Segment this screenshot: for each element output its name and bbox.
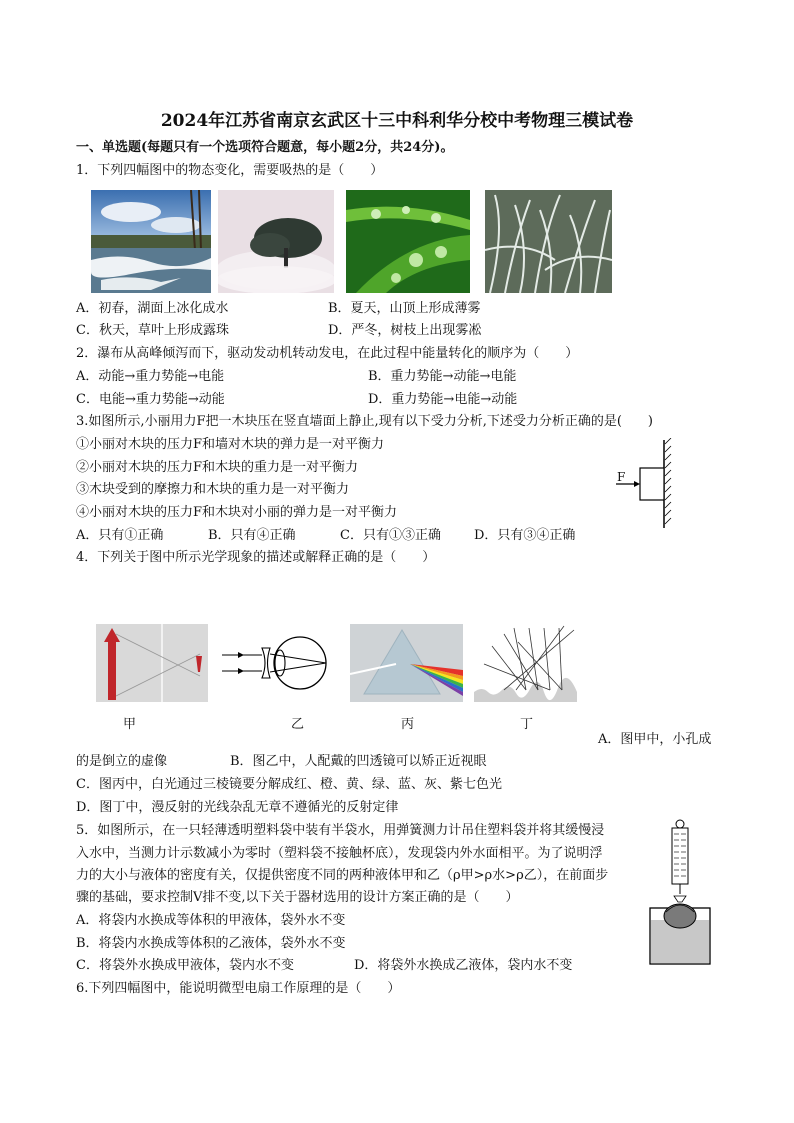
- q2-option-a: A．动能→重力势能→电能: [76, 369, 225, 384]
- q3-option-d: D．只有③④正确: [474, 528, 576, 543]
- q4-option-a-part1: A．图甲中，小孔成: [598, 732, 712, 747]
- q4-caption-bing: 丙: [401, 717, 415, 732]
- q3-option-c: C．只有①③正确: [340, 528, 441, 543]
- q1-stem: 1．下列四幅图中的物态变化，需要吸热的是（ ）: [76, 163, 384, 178]
- q1-option-a: A．初春，湖面上冰化成水: [76, 301, 229, 316]
- q5-option-a: A．将袋内水换成等体积的甲液体，袋外水不变: [76, 913, 346, 928]
- q3-statement-2: ②小丽对木块的压力F和木块的重力是一对平衡力: [76, 460, 359, 475]
- q3-statement-4: ④小丽对木块的压力F和木块对小丽的弹力是一对平衡力: [76, 505, 398, 520]
- q2-option-b: B．重力势能→动能→电能: [368, 369, 517, 384]
- q5-stem-line-2: 入水中，当测力计示数减小为零时（塑料袋不接触杯底），发现袋内外水面相平。为了说明浮: [76, 846, 603, 861]
- q3-wall-block-diagram: [612, 438, 672, 530]
- q5-stem-line-1: 5．如图所示，在一只轻薄透明塑料袋中装有半袋水，用弹簧测力计吊住塑料袋并将其缓慢浸: [76, 823, 605, 838]
- q1-image-dew: [346, 190, 470, 293]
- q5-option-c: C．将袋外水换成甲液体，袋内水不变: [76, 958, 294, 973]
- q4-image-eye-lens: [222, 630, 334, 696]
- q1-option-d: D．严冬，树枝上出现雾凇: [328, 323, 482, 338]
- q4-option-d: D．图丁中，漫反射的光线杂乱无章不遵循光的反射定律: [76, 800, 399, 815]
- q4-caption-jia: 甲: [123, 717, 137, 732]
- q4-stem: 4．下列关于图中所示光学现象的描述或解释正确的是（ ）: [76, 550, 436, 565]
- q5-option-b: B．将袋内水换成等体积的乙液体，袋外水不变: [76, 936, 346, 951]
- q4-caption-ding: 丁: [520, 717, 534, 732]
- q6-stem: 6.下列四幅图中，能说明微型电扇工作原理的是（ ）: [76, 981, 401, 996]
- page-title: 2024年江苏省南京玄武区十三中科利华分校中考物理三模试卷: [160, 111, 634, 131]
- q5-option-d: D．将袋外水换成乙液体，袋内水不变: [354, 958, 573, 973]
- q4-option-c: C．图丙中，白光通过三棱镜要分解成红、橙、黄、绿、蓝、灰、紫七色光: [76, 777, 502, 792]
- section-heading: 一、单选题(每题只有一个选项符合题意，每小题2分，共24分)。: [76, 140, 454, 155]
- q4-image-pinhole: [96, 624, 208, 702]
- q5-stem-line-4: 骤的基础，要求控制V排不变,以下关于器材选用的设计方案正确的是（ ）: [76, 890, 519, 905]
- q4-image-diffuse-reflection: [474, 624, 577, 702]
- q2-stem: 2．瀑布从高峰倾泻而下，驱动发动机转动发电，在此过程中能量转化的顺序为（ ）: [76, 346, 579, 361]
- q1-option-b: B．夏天，山顶上形成薄雾: [328, 301, 481, 316]
- q3-option-b: B．只有④正确: [208, 528, 296, 543]
- q4-option-b: B．图乙中，人配戴的凹透镜可以矫正近视眼: [230, 754, 487, 769]
- q3-force-label: F: [617, 470, 626, 484]
- q2-option-d: D．重力势能→电能→动能: [368, 392, 518, 407]
- q1-image-ice-melting: [91, 190, 211, 293]
- q4-caption-yi: 乙: [291, 717, 305, 732]
- q3-option-a: A．只有①正确: [76, 528, 164, 543]
- q3-stem: 3.如图所示,小丽用力F把一木块压在竖直墙面上静止,现有以下受力分析,下述受力分析正确的是( ): [76, 414, 653, 429]
- q4-image-prism: [350, 624, 463, 702]
- q4-option-a-part2: 的是倒立的虚像: [76, 754, 168, 769]
- q1-image-mist: [218, 190, 334, 293]
- q1-image-frost: [485, 190, 612, 293]
- q3-statement-3: ③木块受到的摩擦力和木块的重力是一对平衡力: [76, 482, 350, 497]
- q3-statement-1: ①小丽对木块的压力F和墙对木块的弹力是一对平衡力: [76, 437, 385, 452]
- q1-option-c: C．秋天，草叶上形成露珠: [76, 323, 229, 338]
- q5-spring-scale-beaker-diagram: [648, 818, 714, 968]
- q5-stem-line-3: 力的大小与液体的密度有关，仅提供密度不同的两种液体甲和乙（ρ甲>ρ水>ρ乙），在前面步: [76, 868, 609, 883]
- q2-option-c: C．电能→重力势能→动能: [76, 392, 225, 407]
